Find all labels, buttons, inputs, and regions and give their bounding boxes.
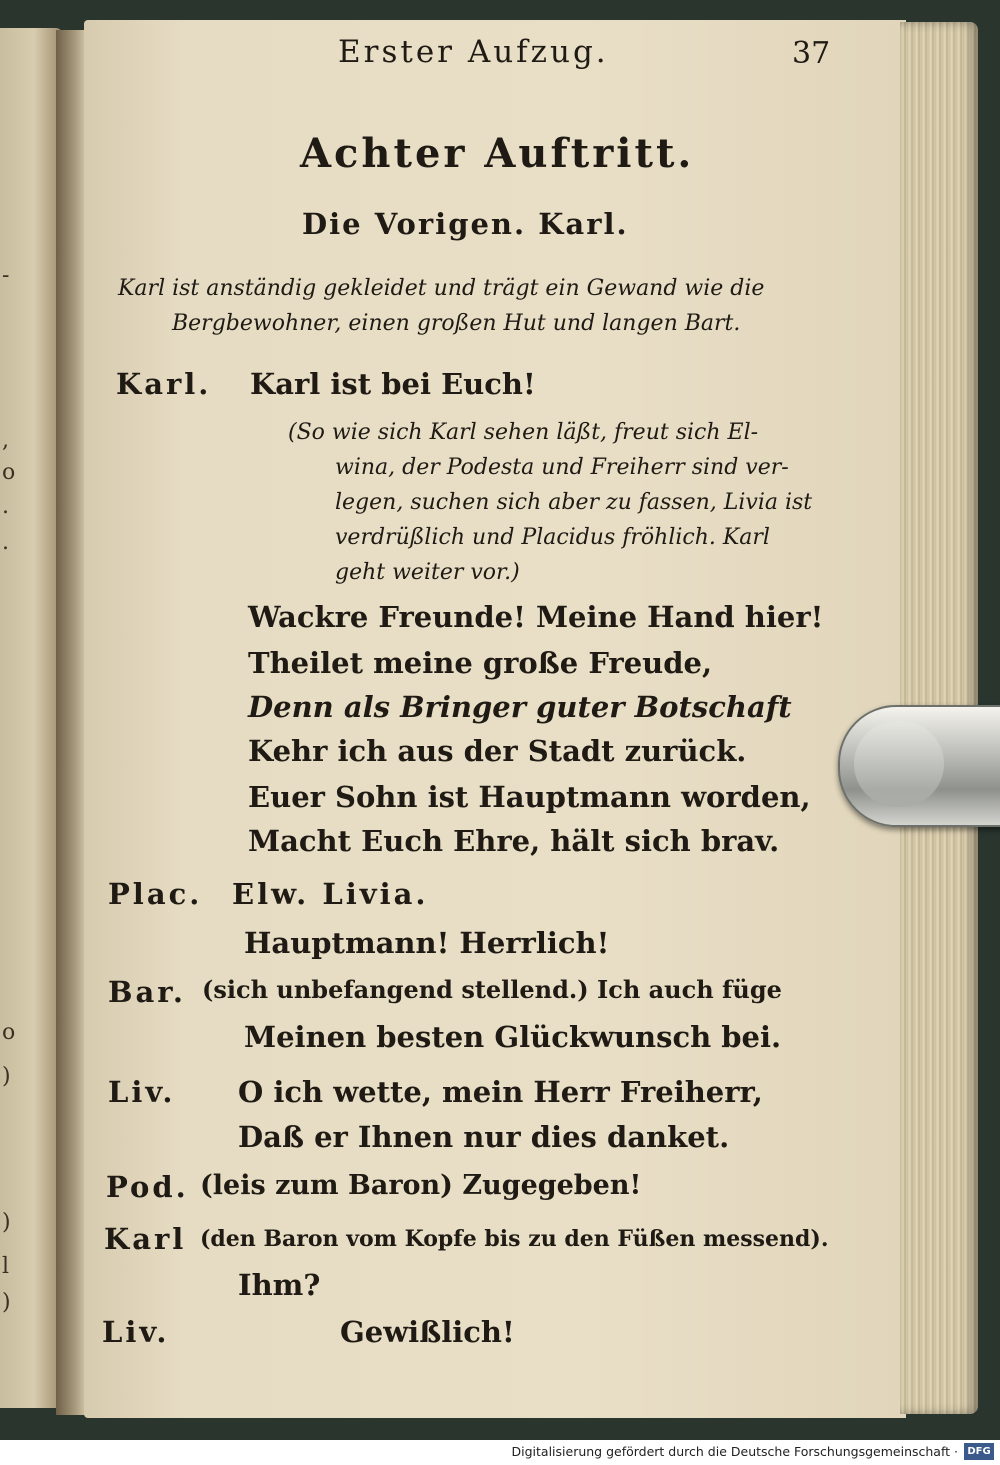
- left-page-fragment: .: [2, 494, 9, 519]
- speaker-name: Karl.: [116, 367, 212, 401]
- stage-direction-line: Karl ist anständig gekleidet und trägt ein Gewand wie die: [118, 276, 765, 301]
- footer-credit: Digitalisierung gefördert durch die Deutsche Forschungsgemeinschaft ·: [511, 1444, 958, 1459]
- stage-direction-line: wina, der Podesta und Freiherr sind ver-: [335, 455, 789, 480]
- dialogue-line: (leis zum Baron) Zugegeben!: [200, 1170, 642, 1201]
- scene-cast: Die Vorigen. Karl.: [302, 207, 629, 241]
- stage-direction-line: verdrüßlich und Placidus fröhlich. Karl: [335, 525, 770, 550]
- dialogue-line: Theilet meine große Freude,: [248, 646, 713, 680]
- page-number: 37: [792, 36, 831, 71]
- left-page-fragment: ): [2, 1290, 11, 1315]
- left-page-fragment: o: [2, 460, 16, 485]
- footer-bar: [0, 1440, 1000, 1465]
- stage-direction-line: geht weiter vor.): [335, 560, 520, 585]
- speaker-name: Bar.: [108, 975, 187, 1009]
- dialogue-line: Euer Sohn ist Hauptmann worden,: [248, 780, 811, 814]
- speaker-name: Plac.: [108, 877, 203, 911]
- stage-direction-line: Bergbewohner, einen großen Hut und langen Bart.: [172, 311, 741, 336]
- dialogue-line: Wackre Freunde! Meine Hand hier!: [248, 600, 824, 634]
- dialogue-line: O ich wette, mein Herr Freiherr,: [238, 1075, 763, 1109]
- left-page-fragment: l: [2, 1254, 10, 1279]
- speaker-name: Pod.: [106, 1170, 189, 1204]
- dialogue-line: Macht Euch Ehre, hält sich brav.: [248, 824, 780, 858]
- left-page-edge: [0, 28, 62, 1408]
- left-page-fragment: .: [2, 530, 9, 555]
- left-page-fragment: -: [2, 263, 10, 288]
- dialogue-line: (sich unbefangend stellend.) Ich auch füge: [202, 975, 782, 1004]
- speaker-name: Liv.: [108, 1075, 176, 1109]
- left-page-fragment: ,: [2, 428, 9, 453]
- dialogue-line: Gewißlich!: [340, 1315, 515, 1349]
- stage-direction-line: (den Baron vom Kopfe bis zu den Füßen messend).: [200, 1226, 829, 1252]
- dialogue-line: Daß er Ihnen nur dies danket.: [238, 1120, 730, 1154]
- dialogue-line: Meinen besten Glückwunsch bei.: [244, 1020, 782, 1054]
- dialogue-line: Hauptmann! Herrlich!: [244, 926, 610, 960]
- dialogue-line: Kehr ich aus der Stadt zurück.: [248, 734, 747, 768]
- stage-direction-line: legen, suchen sich aber zu fassen, Livia ist: [335, 490, 813, 515]
- book-clip-highlight: [854, 721, 944, 807]
- dialogue-line: Ihm?: [238, 1268, 321, 1302]
- speaker-name: Karl: [104, 1222, 187, 1256]
- stage-direction-line: (So wie sich Karl sehen läßt, freut sich El-: [288, 420, 759, 445]
- left-page-fragment: o: [2, 1020, 16, 1045]
- running-title: Erster Aufzug.: [338, 34, 609, 70]
- left-page-fragment: ): [2, 1210, 11, 1235]
- dfg-logo-icon: DFG: [964, 1443, 994, 1460]
- scene-title: Achter Auftritt.: [300, 130, 695, 177]
- left-page-fragment: ): [2, 1064, 11, 1089]
- speaker-name: Liv.: [102, 1315, 170, 1349]
- dialogue-line: Karl ist bei Euch!: [250, 367, 536, 401]
- dialogue-line: Denn als Bringer guter Botschaft: [248, 690, 792, 724]
- speaker-name: Elw. Livia.: [232, 877, 429, 911]
- book-clip: [838, 705, 1000, 827]
